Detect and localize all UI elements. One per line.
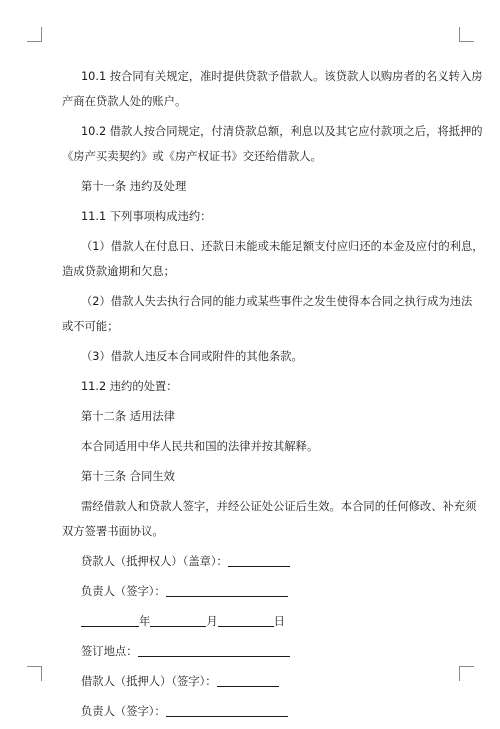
- day-label: 日: [273, 615, 285, 628]
- crop-mark-top-right: [459, 27, 474, 42]
- year-label: 年: [139, 615, 151, 628]
- article-12-title: 第十二条 适用法律: [81, 410, 175, 423]
- signing-place-label: 签订地点：: [81, 645, 138, 658]
- lender-rep-signature-row: [62, 579, 444, 604]
- borrower-label: 借款人（抵押人）（签字）：: [81, 675, 217, 688]
- lender-label: 贷款人（抵押权人）（盖章）：: [81, 555, 228, 568]
- borrower-rep-signature-row: [62, 699, 444, 724]
- crop-mark-bottom-left: [27, 666, 42, 681]
- day-blank: [218, 611, 274, 627]
- paragraph-line: 或不可能；: [62, 320, 119, 333]
- lender-rep-signature-line: [166, 581, 288, 597]
- paragraph-line: 双方签署书面协议。: [62, 525, 164, 538]
- lender-signature-line: [228, 551, 290, 567]
- lender-signature-row: [62, 549, 444, 574]
- paragraph-item-2: [62, 289, 473, 339]
- paragraph-line: 需经借款人和贷款人签字，并经公证处公证后生效。本合同的任何修改、补充须: [81, 500, 477, 513]
- date-row: [62, 609, 444, 634]
- paragraph-11-2: 11.2 违约的处置：: [81, 380, 178, 393]
- paragraph-item-3: （3）借款人违反本合同或附件的其他条款。: [81, 350, 303, 363]
- paragraph-line: （1）借款人在付息日、还款日未能或未能足额支付应归还的本金及应付的利息，: [81, 240, 484, 253]
- paragraph-line: 《房产买卖契约》或《房产权证书》交还给借款人。: [62, 150, 322, 163]
- article-11-title: 第十一条 违约及处理: [81, 180, 187, 193]
- paragraph-effectiveness: [62, 494, 477, 544]
- crop-mark-bottom-right: [459, 666, 474, 681]
- year-blank: [81, 611, 139, 627]
- paragraph-11-1: 11.1 下列事项构成违约：: [81, 210, 212, 223]
- borrower-signature-row: [62, 669, 444, 694]
- borrower-rep-label: 负责人（签字）：: [81, 705, 166, 718]
- borrower-signature-line: [217, 671, 279, 687]
- paragraph-item-1: [62, 234, 484, 284]
- borrower-rep-signature-line: [166, 701, 288, 717]
- paragraph-line: 10.2 借款人按合同规定，付清贷款总额，利息以及其它应付款项之后，将抵押的: [81, 125, 483, 138]
- paragraph-line: 造成贷款逾期和欠息；: [62, 265, 175, 278]
- paragraph-applicable-law: 本合同适用中华人民共和国的法律并按其解释。: [81, 440, 319, 453]
- article-13-title: 第十三条 合同生效: [81, 470, 175, 483]
- lender-rep-label: 负责人（签字）：: [81, 585, 166, 598]
- signing-place-row: [62, 639, 444, 664]
- paragraph-10-2: [62, 119, 483, 169]
- paragraph-line: （2）借款人失去执行合同的能力或某些事件之发生使得本合同之执行成为违法: [81, 295, 473, 308]
- month-label: 月: [206, 615, 218, 628]
- signing-place-line: [138, 641, 290, 657]
- document-body: [62, 64, 484, 729]
- crop-mark-top-left: [27, 27, 42, 42]
- month-blank: [150, 611, 206, 627]
- paragraph-line: 产商在贷款人处的账户。: [62, 95, 187, 108]
- paragraph-10-1: [62, 64, 483, 114]
- paragraph-line: 10.1 按合同有关规定，准时提供贷款予借款人。该贷款人以购房者的名义转入房: [81, 70, 483, 83]
